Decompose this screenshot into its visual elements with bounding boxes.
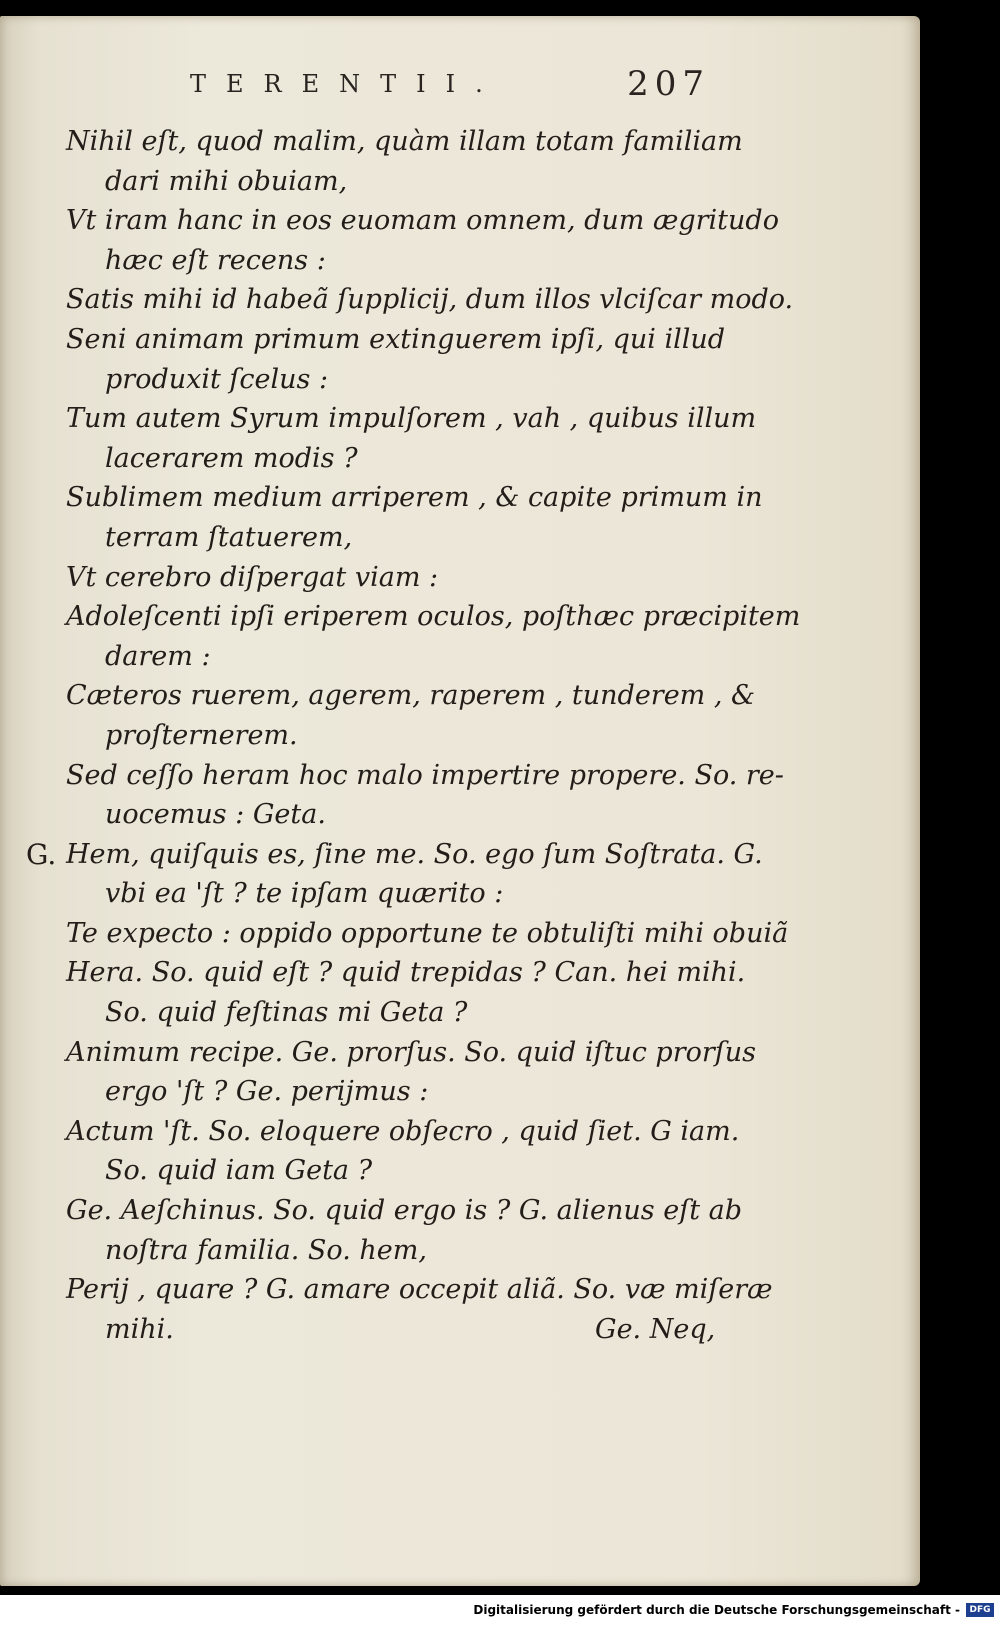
text-line [0, 360, 920, 400]
line-text: Hem, quiſquis es, ſine me. So. ego ſum Soſtrata. G. [66, 838, 763, 870]
text-line [0, 399, 920, 439]
text-line [0, 1310, 920, 1350]
text-line [0, 162, 920, 202]
line-text: Satis mihi id habeã ſupplicij, dum illos vlciſcar modo. [66, 284, 794, 316]
text-line [0, 439, 920, 479]
text-line [0, 1270, 920, 1310]
digitization-footer [0, 1595, 1000, 1625]
line-text: lacerarem modis ? [105, 442, 358, 474]
text-line [0, 478, 920, 518]
text-line [0, 676, 920, 716]
text-line [0, 1191, 920, 1231]
line-text: terram ſtatuerem, [105, 521, 353, 553]
line-text: Animum recipe. Ge. prorſus. So. quid iſtuc prorſus [66, 1036, 757, 1068]
line-text: So. quid feſtinas mi Geta ? [105, 997, 468, 1029]
line-text: Te expecto : oppido opportune te obtuliſti mihi obuiã [66, 917, 789, 949]
line-text: ergo 'ſt ? Ge. perijmus : [105, 1076, 429, 1108]
text-line [0, 914, 920, 954]
text-line [0, 241, 920, 281]
line-text: vbi ea 'ſt ? te ipſam quærito : [105, 878, 504, 910]
text-line [0, 637, 920, 677]
line-text: Cæteros ruerem, agerem, raperem , tunderem , & [66, 680, 756, 712]
page-header [190, 64, 710, 108]
line-text: Vt cerebro diſpergat viam : [66, 561, 439, 593]
line-text: Sublimem medium arriperem , & capite primum in [66, 482, 763, 514]
text-line [0, 1072, 920, 1112]
line-text: Tum autem Syrum impulſorem , vah , quibus illum [66, 403, 757, 435]
text-line [0, 795, 920, 835]
speaker-marker: G. [26, 837, 57, 871]
text-line [0, 320, 920, 360]
running-title: TERENTII. [190, 70, 503, 98]
text-line [0, 716, 920, 756]
text-line [0, 993, 920, 1033]
line-text: produxit ſcelus : [105, 363, 329, 395]
text-line [0, 558, 920, 598]
page-number: 207 [627, 64, 710, 104]
text-line [0, 597, 920, 637]
line-text: Perij , quare ? G. amare occepit aliã. So. væ miſeræ [66, 1274, 773, 1306]
line-text: hæc eſt recens : [105, 244, 326, 276]
line-text: dari mihi obuiam, [105, 165, 348, 197]
text-line [0, 953, 920, 993]
verse-text [0, 122, 920, 1349]
line-text: Seni animam primum extinguerem ipſi, qui illud [66, 323, 726, 355]
line-text: Ge. Aeſchinus. So. quid ergo is ? G. alienus eſt ab [66, 1195, 743, 1227]
text-line [0, 518, 920, 558]
line-text: uocemus : Geta. [105, 799, 326, 831]
text-line [0, 1112, 920, 1152]
text-line [0, 122, 920, 162]
text-line [0, 1033, 920, 1073]
line-text: Nihil eſt, quod malim, quàm illam totam familiam [66, 126, 743, 157]
text-line [0, 835, 920, 875]
text-line [0, 1231, 920, 1271]
line-text: So. quid iam Geta ? [105, 1155, 373, 1187]
text-line [0, 756, 920, 796]
text-line [0, 201, 920, 241]
line-text: proſternerem. [105, 719, 298, 751]
book-page [0, 16, 920, 1586]
line-text: noſtra familia. So. hem, [105, 1234, 427, 1266]
catchword: Ge. Neq, [595, 1313, 716, 1345]
line-text: Hera. So. quid eſt ? quid trepidas ? Can. hei mihi. [66, 957, 746, 989]
line-text: Sed ceſſo heram hoc malo impertire propere. So. re- [66, 759, 784, 791]
text-line [0, 280, 920, 320]
dfg-logo: DFG [966, 1603, 994, 1617]
text-line [0, 874, 920, 914]
line-text: Actum 'ſt. So. eloquere obſecro , quid ſiet. G iam. [66, 1115, 740, 1147]
line-text: Adoleſcenti ipſi eriperem oculos, poſthæc præcipitem [66, 601, 801, 633]
line-text: Vt iram hanc in eos euomam omnem, dum ægritudo [66, 205, 779, 237]
funding-credit: Digitalisierung gefördert durch die Deutsche Forschungsgemeinschaft - [473, 1603, 960, 1617]
line-text: darem : [105, 640, 211, 672]
text-line [0, 1151, 920, 1191]
line-text: mihi. [105, 1313, 174, 1345]
